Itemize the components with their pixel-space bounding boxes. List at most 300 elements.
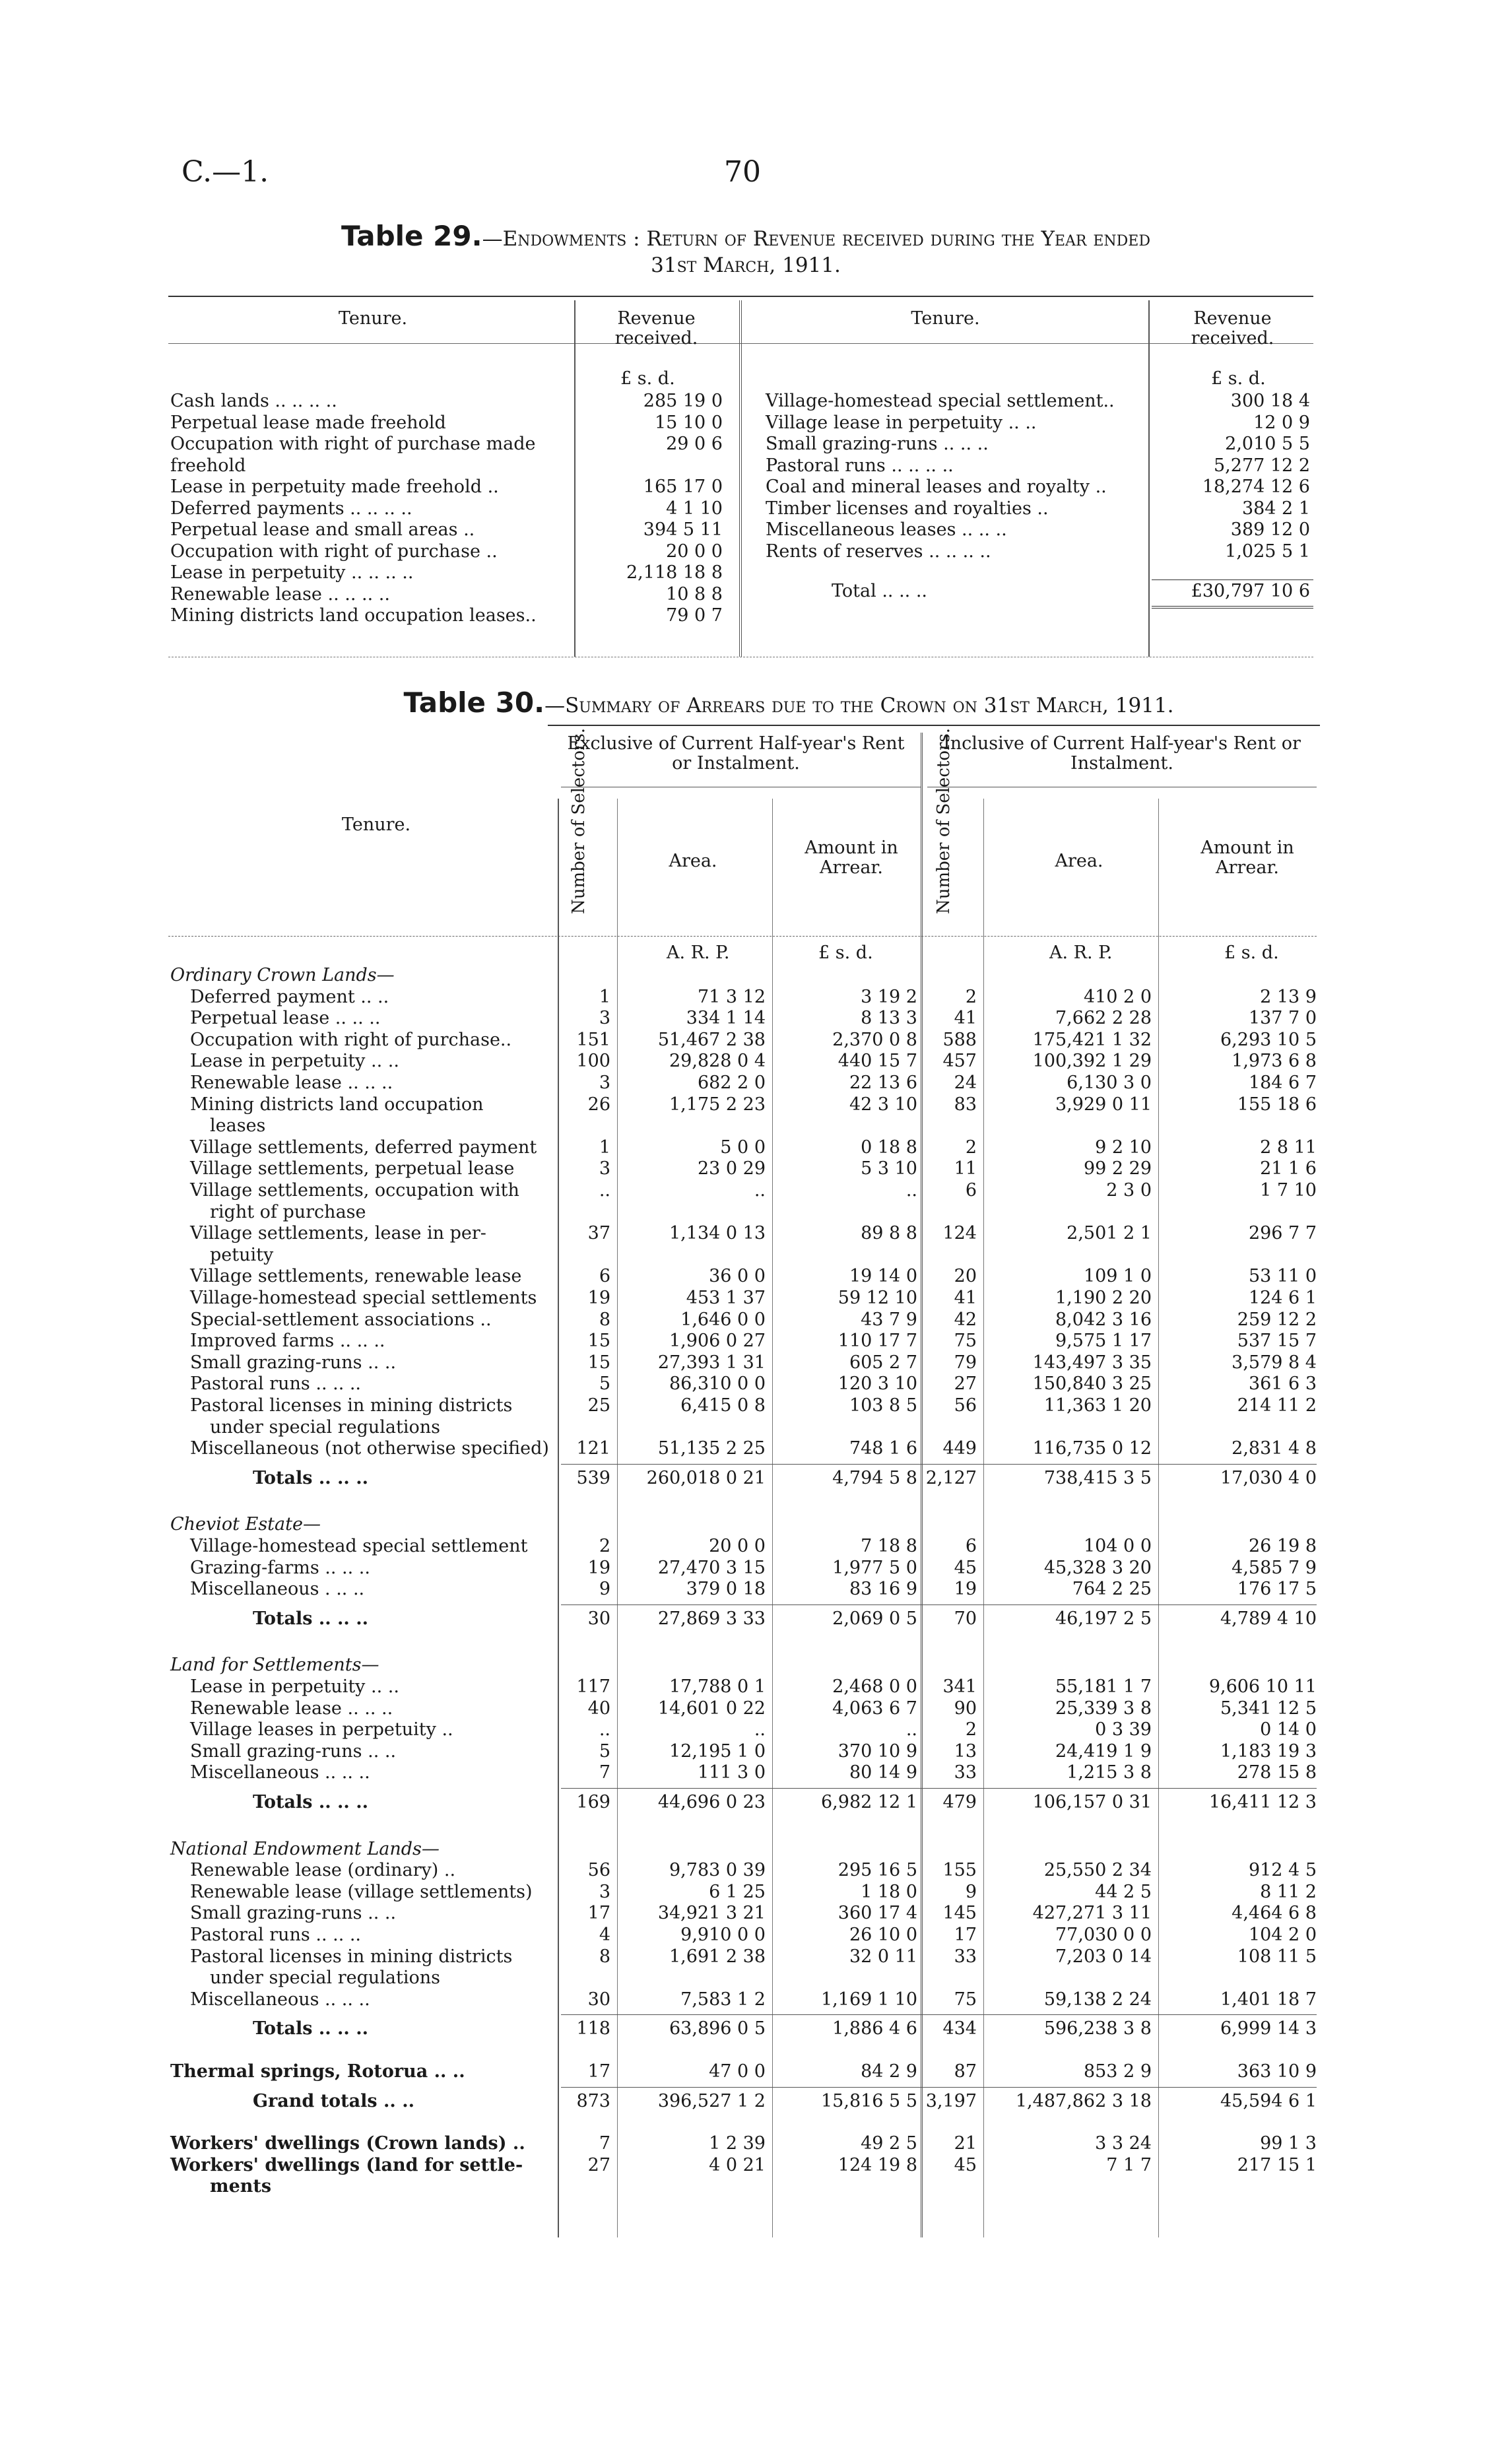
table30-cell-n2: 33	[954, 1762, 977, 1783]
table30-row-label: Village settlements, lease in per-	[190, 1223, 486, 1244]
table29-row-value: 79 0 7	[666, 605, 723, 626]
table30-row-label: Occupation with right of purchase..	[190, 1029, 512, 1050]
table30-cell-a1: 453 1 37	[686, 1288, 766, 1308]
table30-cell-m2: 361 6 3	[1248, 1373, 1317, 1395]
table30-cell-a2: 427,271 3 11	[1032, 1903, 1152, 1924]
table30-total-row	[0, 1608, 1512, 1630]
table30-row-label: Special-settlement associations ..	[190, 1309, 492, 1330]
table30-cell-n2: 13	[954, 1740, 977, 1762]
table30-cell-m2: 2 8 11	[1260, 1137, 1317, 1158]
table30-cell-m1: 2,468 0 0	[832, 1676, 917, 1697]
table30-cell-m1: 1,886 4 6	[832, 2018, 917, 2039]
table30-row-label: Cheviot Estate—	[170, 1514, 321, 1535]
table30-row	[0, 1051, 1512, 1072]
table30-cell-m2: 2 13 9	[1260, 986, 1317, 1007]
table30-cell-n1: 121	[576, 1438, 610, 1459]
table29-row-label: Perpetual lease made freehold	[170, 412, 446, 433]
table30-cell-m1: 6,982 12 1	[821, 1792, 917, 1812]
table29-col-revenue-right: Revenue received.	[1191, 308, 1274, 348]
table30-row-label: Village-homestead special settlements	[190, 1288, 537, 1308]
table30-cell-n2: 457	[942, 1051, 977, 1072]
table30-cell-a2: 2,501 2 1	[1067, 1223, 1152, 1244]
table30-row	[0, 2133, 1512, 2154]
table30-row-label: Thermal springs, Rotorua .. ..	[170, 2061, 465, 2082]
table29-title-line2: 31st March, 1911.	[651, 253, 841, 277]
table30-cell-n2: 21	[954, 2133, 977, 2154]
table30-cell-m2: 4,464 6 8	[1232, 1903, 1317, 1924]
table30-cell-m2: 6,999 14 3	[1220, 2018, 1317, 2039]
table30-cell-m1: 84 2 9	[861, 2061, 917, 2082]
table30-cell-m2: 155 18 6	[1237, 1094, 1317, 1115]
table30-cell-m1: 1,169 1 10	[821, 1989, 917, 2010]
table29-row-value: 1,025 5 1	[1225, 541, 1310, 562]
table30-row	[0, 1158, 1512, 1179]
table30-cell-m1: 103 8 5	[849, 1395, 917, 1416]
table30-total-rule	[561, 2087, 1317, 2088]
table30-cell-a1: 6 1 25	[709, 1881, 766, 1902]
table30-row-label: Totals .. .. ..	[253, 1792, 369, 1812]
table30-cell-a2: 46,197 2 5	[1055, 1608, 1152, 1629]
table30-cell-n1: 9	[599, 1579, 610, 1600]
table29-row-value: 5,277 12 2	[1214, 455, 1310, 476]
table30-cell-n1: 873	[576, 2090, 610, 2111]
table30-cell-n2: 2	[965, 1719, 977, 1740]
table30-cell-a1: 27,470 3 15	[657, 1557, 766, 1578]
table30-cell-n2: 45	[954, 1557, 977, 1578]
table30-cell-n1: 1	[599, 986, 610, 1007]
table30-cell-n1: 15	[587, 1331, 610, 1352]
table30-col-amount-incl: Amount in Arrear.	[1200, 838, 1294, 878]
table30-cell-n1: 151	[576, 1029, 610, 1050]
table30-cell-m1: 49 2 5	[861, 2133, 917, 2154]
table30-cell-a2: 116,735 0 12	[1032, 1438, 1152, 1459]
table30-cell-n2: 124	[942, 1223, 977, 1244]
table30-top-rule	[548, 725, 1320, 726]
table30-cell-a2: 25,339 3 8	[1055, 1698, 1152, 1719]
table30-row	[0, 1438, 1512, 1459]
table30-cell-m2: 45,594 6 1	[1220, 2090, 1317, 2111]
table30-row	[0, 1115, 1512, 1137]
table29-row-label: Village-homestead special settlement..	[766, 391, 1115, 411]
table30-cell-m2: 104 2 0	[1248, 1925, 1317, 1945]
table30-cell-m1: 0 18 8	[861, 1137, 917, 1158]
table30-row	[0, 1903, 1512, 1924]
table29-row-value: 10 8 8	[666, 583, 723, 605]
table30-cell-a2: 11,363 1 20	[1043, 1395, 1152, 1416]
table30-row	[0, 1030, 1512, 1051]
table30-row-label: Lease in perpetuity .. ..	[190, 1051, 399, 1072]
table30-cell-a2: 1,190 2 20	[1055, 1288, 1152, 1308]
table30-cell-a1: 334 1 14	[686, 1008, 766, 1029]
table30-row	[0, 1395, 1512, 1416]
table30-cell-a1: 20 0 0	[709, 1536, 766, 1556]
table30-cell-n1: 26	[587, 1094, 610, 1115]
table30-cell-a2: 150,840 3 25	[1032, 1373, 1152, 1395]
table30-cell-m1: 120 3 10	[838, 1373, 917, 1395]
table30-row	[0, 1245, 1512, 1266]
table30-row-label: Renewable lease (ordinary) ..	[190, 1860, 456, 1881]
table30-title	[261, 686, 1317, 719]
table30-cell-n1: 3	[599, 1158, 610, 1179]
table30-cell-a1: 34,921 3 21	[657, 1903, 766, 1924]
table29-total-label: Total .. .. ..	[832, 581, 927, 601]
table30-cell-a1: ..	[754, 1180, 766, 1201]
table30-cell-a2: 44 2 5	[1095, 1881, 1152, 1902]
table30-cell-n1: 3	[599, 1073, 610, 1093]
table30-cell-a1: 44,696 0 23	[657, 1792, 766, 1812]
table30-cell-n1: 5	[599, 1373, 610, 1395]
table30-cell-a2: 8,042 3 16	[1055, 1309, 1152, 1330]
table30-row	[0, 1558, 1512, 1579]
table30-cell-a2: 77,030 0 0	[1055, 1925, 1152, 1945]
table30-row	[0, 2061, 1512, 2082]
table30-cell-n1: 19	[587, 1557, 610, 1578]
table30-cell-n2: 341	[942, 1676, 977, 1697]
table30-cell-m1: 4,794 5 8	[832, 1467, 917, 1488]
table30-cell-a1: 63,896 0 5	[669, 2018, 766, 2039]
table29-row-value: 15 10 0	[654, 412, 723, 433]
table30-cell-m1: 370 10 9	[838, 1740, 917, 1762]
table30-col-tenure: Tenure.	[341, 814, 411, 835]
table29-row-label: freehold	[170, 455, 246, 476]
table29-row-label: Timber licenses and royalties ..	[766, 498, 1049, 519]
table30-cell-m1: 1 18 0	[861, 1881, 917, 1902]
table30-units-area-incl: A. R. P.	[1049, 943, 1113, 963]
table30-cell-n2: 42	[954, 1309, 977, 1330]
table29-row-label: Rents of reserves .. .. .. ..	[766, 541, 991, 562]
table30-row	[0, 1373, 1512, 1395]
table30-cell-m2: 8 11 2	[1260, 1881, 1317, 1902]
table30-cell-m1: 32 0 11	[849, 1946, 917, 1967]
table30-cell-a1: 17,788 0 1	[669, 1676, 766, 1697]
table30-col-amount-excl: Amount in Arrear.	[805, 838, 898, 878]
table30-row-label: Mining districts land occupation	[190, 1094, 484, 1115]
table30-cell-n1: 1	[599, 1137, 610, 1158]
table30-row	[0, 1288, 1512, 1309]
table30-cell-m1: ..	[905, 1180, 917, 1201]
table30-total-rule	[561, 1464, 1317, 1465]
table30-cell-m1: 3 19 2	[861, 986, 917, 1007]
table30-row-label: Village leases in perpetuity ..	[190, 1719, 453, 1740]
table30-row-label: ments	[210, 2176, 272, 2197]
table30-cell-a1: 1,691 2 38	[669, 1946, 766, 1967]
table30-cell-n1: 7	[599, 1762, 610, 1783]
table30-row-label: Grazing-farms .. .. ..	[190, 1557, 370, 1578]
table30-units-row	[0, 943, 1512, 964]
table30-row-label: Pastoral runs .. .. ..	[190, 1925, 362, 1945]
table30-cell-m2: 214 11 2	[1237, 1395, 1317, 1416]
table29-units-right: £ s. d.	[1211, 368, 1266, 389]
table30-cell-m2: 176 17 5	[1237, 1579, 1317, 1600]
table29-row-label: Lease in perpetuity made freehold ..	[170, 477, 499, 497]
table30-group-inclusive: Inclusive of Current Half-year's Rent or Instalment.	[943, 733, 1301, 774]
table30-row	[0, 987, 1512, 1008]
table30-section-heading	[0, 1514, 1512, 1535]
table30-cell-a1: 51,467 2 38	[657, 1029, 766, 1050]
table30-row-label: Pastoral licenses in mining districts	[190, 1395, 513, 1416]
table30-cell-a2: 24,419 1 9	[1055, 1740, 1152, 1762]
table30-cell-m1: 124 19 8	[838, 2154, 917, 2175]
table29-row-label: Coal and mineral leases and royalty ..	[766, 477, 1107, 497]
table30-total-row	[0, 1792, 1512, 1813]
table30-cell-m2: 217 15 1	[1237, 2154, 1317, 2175]
table30-cell-n1: 56	[587, 1860, 610, 1881]
table29-col-revenue-left: Revenue received.	[614, 308, 698, 348]
table30-cell-m2: 53 11 0	[1248, 1266, 1317, 1287]
table30-cell-a1: 1,134 0 13	[669, 1223, 766, 1244]
table30-total-rule	[561, 2014, 1317, 2015]
table29-row-label: Village lease in perpetuity .. ..	[766, 412, 1037, 433]
table30-col-area-excl: Area.	[669, 851, 717, 871]
table29-number: Table 29.	[341, 220, 482, 252]
table30-cell-a1: 86,310 0 0	[669, 1373, 766, 1395]
table30-cell-m2: 137 7 0	[1248, 1008, 1317, 1029]
table29-row-label: Pastoral runs .. .. .. ..	[766, 455, 954, 476]
table30-row	[0, 1882, 1512, 1903]
table30-cell-a2: 25,550 2 34	[1043, 1860, 1152, 1881]
table30-cell-n1: 19	[587, 1288, 610, 1308]
table30-cell-m1: 605 2 7	[849, 1352, 917, 1373]
table30-cell-a1: 396,527 1 2	[657, 2090, 766, 2111]
table30-cell-n2: 56	[954, 1395, 977, 1416]
table30-cell-n2: 20	[954, 1266, 977, 1287]
table30-cell-n1: 3	[599, 1881, 610, 1902]
table30-cell-m2: 99 1 3	[1260, 2133, 1317, 2154]
table30-cell-n1: 30	[587, 1989, 610, 2010]
table30-col-selectors-incl: Number of Selectors.	[934, 727, 954, 914]
table30-row-label: Ordinary Crown Lands—	[170, 965, 395, 985]
table30-row	[0, 1352, 1512, 1373]
table30-row	[0, 2176, 1512, 2197]
table30-row-label: Workers' dwellings (land for settle-	[170, 2154, 523, 2175]
table29-title	[178, 220, 1313, 279]
table30-section-heading	[0, 1655, 1512, 1676]
table29-row-value: 18,274 12 6	[1202, 477, 1310, 497]
table30-cell-m2: 184 6 7	[1248, 1073, 1317, 1093]
table30-cell-a1: 4 0 21	[709, 2154, 766, 2175]
table30-cell-n1: 5	[599, 1740, 610, 1762]
table30-cell-m1: 26 10 0	[849, 1925, 917, 1945]
table30-row-label: Miscellaneous .. .. ..	[190, 1762, 370, 1783]
table30-cell-m2: 1,183 19 3	[1220, 1740, 1317, 1762]
table30-cell-a2: 7,662 2 28	[1055, 1008, 1152, 1029]
table30-cell-a2: 738,415 3 5	[1043, 1467, 1152, 1488]
table29-row-label: Mining districts land occupation leases..	[170, 605, 537, 626]
table29-row-label: Occupation with right of purchase ..	[170, 541, 498, 562]
table29-row-label: Miscellaneous leases .. .. ..	[766, 519, 1007, 540]
table30-row	[0, 1860, 1512, 1881]
table30-cell-n2: 6	[965, 1536, 977, 1556]
table29-row-value: 4 1 10	[666, 498, 723, 519]
table29-divider-2	[739, 300, 742, 657]
table29-row-value	[577, 455, 723, 477]
table30-cell-n2: 2	[965, 1137, 977, 1158]
table30-cell-a2: 175,421 1 32	[1032, 1029, 1152, 1050]
table30-cell-n2: 6	[965, 1180, 977, 1201]
table30-cell-m1: ..	[905, 1719, 917, 1740]
table29-divider-1	[574, 300, 575, 657]
table30-cell-a2: 1,487,862 3 18	[1015, 2090, 1152, 2111]
table30-cell-a2: 410 2 0	[1083, 986, 1152, 1007]
table30-cell-m1: 15,816 5 5	[821, 2090, 917, 2111]
table30-cell-m2: 1 7 10	[1260, 1180, 1317, 1201]
table30-row-label: under special regulations	[210, 1416, 440, 1438]
table30-cell-m2: 296 7 7	[1248, 1223, 1317, 1244]
table30-cell-a2: 104 0 0	[1083, 1536, 1152, 1556]
table29-col-tenure-left: Tenure.	[338, 308, 408, 329]
table30-cell-a1: 14,601 0 22	[657, 1698, 766, 1719]
table30-cell-a1: 7,583 1 2	[680, 1989, 766, 2010]
table30-row	[0, 1094, 1512, 1115]
table30-cell-n2: 3,197	[925, 2090, 977, 2111]
table29-row-value: 29 0 6	[666, 434, 723, 454]
table30-cell-a2: 2 3 0	[1106, 1180, 1152, 1201]
table30-cell-a2: 596,238 3 8	[1043, 2018, 1152, 2039]
table30-cell-a1: 1,175 2 23	[669, 1094, 766, 1115]
table30-row-label: Village settlements, deferred payment	[190, 1137, 537, 1158]
table29-row-value: 394 5 11	[643, 519, 723, 540]
table30-row-label: Land for Settlements—	[170, 1655, 379, 1676]
table30-row	[0, 1698, 1512, 1719]
table30-cell-m2: 537 15 7	[1237, 1331, 1317, 1352]
table30-row-label: Improved farms .. .. ..	[190, 1331, 385, 1352]
table30-col-area-incl: Area.	[1055, 851, 1103, 871]
table30-cell-m1: 80 14 9	[849, 1762, 917, 1783]
table30-cell-n2: 19	[954, 1579, 977, 1600]
table30-units-area-excl: A. R. P.	[667, 943, 730, 963]
table29-title-text: —Endowments : Return of Revenue received during the Year ended	[482, 227, 1150, 251]
table30-cell-n2: 70	[954, 1608, 977, 1629]
table30-cell-m1: 1,977 5 0	[832, 1557, 917, 1578]
table30-cell-n2: 27	[954, 1373, 977, 1395]
table30-cell-n2: 87	[954, 2061, 977, 2082]
table30-cell-m1: 83 16 9	[849, 1579, 917, 1600]
table29-row-label: Small grazing-runs .. .. ..	[766, 434, 989, 454]
table30-cell-n2: 41	[954, 1288, 977, 1308]
table29-top-rule	[168, 296, 1313, 297]
table29-total-rule-bottom	[1152, 606, 1313, 609]
table29-row-value: 285 19 0	[643, 391, 723, 411]
table30-row	[0, 1579, 1512, 1600]
table30-cell-m1: 4,063 6 7	[832, 1698, 917, 1719]
table29-row-value: 165 17 0	[643, 477, 723, 497]
table30-section-heading	[0, 965, 1512, 986]
table30-row-label: right of purchase	[210, 1201, 366, 1222]
table30-cell-a1: 23 0 29	[697, 1158, 766, 1179]
table30-row-label: Small grazing-runs .. ..	[190, 1740, 397, 1762]
table30-row	[0, 1266, 1512, 1287]
table30-cell-m1: 22 13 6	[849, 1073, 917, 1093]
table30-cell-a2: 0 3 39	[1095, 1719, 1152, 1740]
table30-row	[0, 1202, 1512, 1223]
table29-col-tenure-right: Tenure.	[911, 308, 980, 329]
table30-cell-a2: 3 3 24	[1095, 2133, 1152, 2154]
table29-row-value: 2,010 5 5	[1225, 434, 1310, 454]
table30-cell-m1: 7 18 8	[861, 1536, 917, 1556]
table29-row-label: Lease in perpetuity .. .. .. ..	[170, 562, 414, 583]
table30-row-label: Totals .. .. ..	[253, 1467, 369, 1488]
table30-cell-m2: 0 14 0	[1260, 1719, 1317, 1740]
table30-cell-m2: 4,585 7 9	[1232, 1557, 1317, 1578]
table30-cell-n1: 3	[599, 1008, 610, 1029]
table30-cell-a2: 7 1 7	[1106, 2154, 1152, 2175]
table30-cell-n1: 6	[599, 1266, 610, 1287]
table30-row	[0, 1137, 1512, 1158]
table30-row	[0, 1536, 1512, 1557]
table30-row-label: Pastoral licenses in mining districts	[190, 1946, 513, 1967]
table30-row	[0, 1180, 1512, 1201]
table30-cell-a2: 45,328 3 20	[1043, 1557, 1152, 1578]
table30-cell-a2: 3,929 0 11	[1055, 1094, 1152, 1115]
table30-cell-n1: 40	[587, 1698, 610, 1719]
table29-row-value: 389 12 0	[1230, 519, 1310, 540]
table30-row-label: Miscellaneous . .. ..	[190, 1579, 365, 1600]
table30-cell-m2: 16,411 12 3	[1208, 1792, 1317, 1812]
table30-cell-n2: 17	[954, 1925, 977, 1945]
table30-cell-n2: 90	[954, 1698, 977, 1719]
table30-cell-n2: 449	[942, 1438, 977, 1459]
table30-cell-m2: 1,973 6 8	[1232, 1051, 1317, 1072]
table30-cell-n1: 118	[576, 2018, 610, 2039]
table29-row-label: Deferred payments .. .. .. ..	[170, 498, 412, 519]
table30-row-label: Grand totals .. ..	[253, 2090, 414, 2111]
table30-cell-m1: 8 13 3	[861, 1008, 917, 1029]
table30-row-label: leases	[210, 1115, 266, 1137]
table30-cell-m2: 259 12 2	[1237, 1309, 1317, 1330]
table30-row-label: petuity	[210, 1244, 274, 1265]
table30-cell-a1: 27,869 3 33	[657, 1608, 766, 1629]
table30-cell-a1: 5 0 0	[720, 1137, 766, 1158]
table30-cell-n2: 155	[942, 1860, 977, 1881]
table30-cell-a1: 1,646 0 0	[680, 1309, 766, 1330]
table30-cell-a1: 682 2 0	[697, 1073, 766, 1093]
table30-cell-a1: 51,135 2 25	[657, 1438, 766, 1459]
table30-cell-m1: 2,069 0 5	[832, 1608, 917, 1629]
table30-cell-a1: 47 0 0	[709, 2061, 766, 2082]
table30-cell-n1: 539	[576, 1467, 610, 1488]
table30-cell-n1: 117	[576, 1676, 610, 1697]
table30-cell-n2: 45	[954, 2154, 977, 2175]
table29-row-value: 2,118 18 8	[626, 562, 723, 583]
table30-cell-n1: 169	[576, 1792, 610, 1812]
table30-cell-n1: 15	[587, 1352, 610, 1373]
table30-row-label: Deferred payment .. ..	[190, 986, 389, 1007]
table30-cell-n2: 2	[965, 986, 977, 1007]
table30-row	[0, 1762, 1512, 1783]
table30-cell-a1: 6,415 0 8	[680, 1395, 766, 1416]
table30-total-row	[0, 2091, 1512, 2112]
table30-cell-a2: 9 2 10	[1095, 1137, 1152, 1158]
table30-col-selectors-excl: Number of Selectors.	[569, 727, 589, 914]
table30-cell-a2: 7,203 0 14	[1055, 1946, 1152, 1967]
table30-cell-m2: 108 11 5	[1237, 1946, 1317, 1967]
table30-cell-n2: 2,127	[925, 1467, 977, 1488]
table30-cell-m2: 9,606 10 11	[1208, 1676, 1317, 1697]
table30-row-label: Pastoral runs .. .. ..	[190, 1373, 362, 1395]
table30-row	[0, 1073, 1512, 1094]
table30-row-label: Totals .. .. ..	[253, 2018, 369, 2039]
table30-cell-n1: 17	[587, 1903, 610, 1924]
table30-cell-a1: 9,910 0 0	[680, 1925, 766, 1945]
table30-title-text: —Summary of Arrears due to the Crown on 31st March, 1911.	[544, 694, 1174, 717]
table30-row	[0, 1968, 1512, 1989]
table30-row-label: Totals .. .. ..	[253, 1608, 369, 1629]
table30-row-label: Village settlements, renewable lease	[190, 1266, 522, 1287]
table30-cell-m2: 17,030 4 0	[1220, 1467, 1317, 1488]
table30-cell-m1: 110 17 7	[838, 1331, 917, 1352]
table29-row-value: 300 18 4	[1230, 391, 1310, 411]
table30-cell-a1: 27,393 1 31	[657, 1352, 766, 1373]
